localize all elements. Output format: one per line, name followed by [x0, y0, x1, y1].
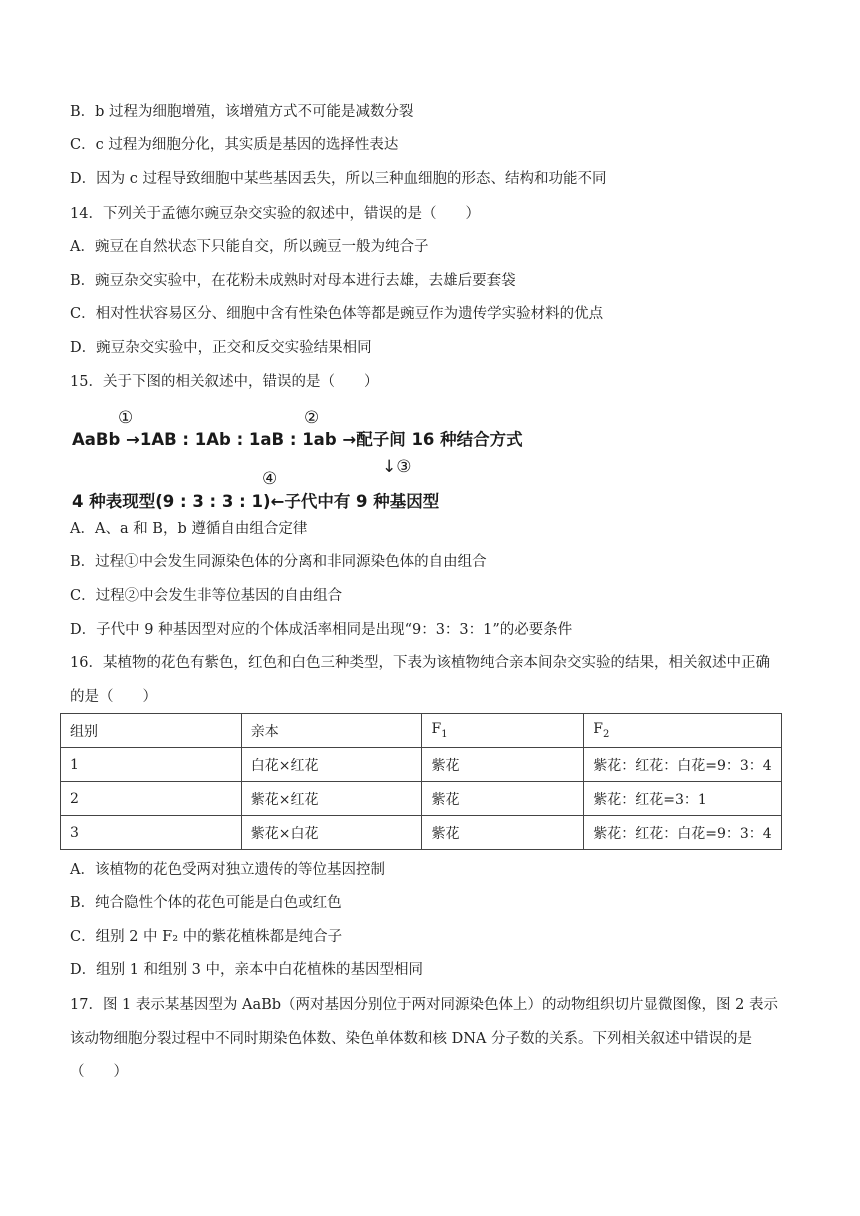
- q14-option-a: A．豌豆在自然状态下只能自交，所以豌豆一般为纯合子: [70, 239, 429, 255]
- cell-f2: 紫花：红花=3：1: [584, 782, 782, 816]
- table-row: [61, 816, 782, 850]
- diagram-row-1: AaBb →1AB : 1Ab : 1aB : 1ab →配子间 16 种结合方式: [72, 430, 523, 449]
- cell-parents: 紫花×白花: [241, 816, 422, 850]
- cell-group: 2: [61, 782, 242, 816]
- q14-stem: 14．下列关于孟德尔豌豆杂交实验的叙述中，错误的是（ ）: [70, 206, 480, 222]
- table-row: [61, 782, 782, 816]
- cross-results-table: [60, 713, 782, 850]
- q17-stem-line-2: 该动物细胞分裂过程中不同时期染色体数、染色单体数和核 DNA 分子数的关系。下列相关叙述中错误的是: [70, 1031, 752, 1047]
- q13-option-c: C．c 过程为细胞分化，其实质是基因的选择性表达: [70, 137, 399, 153]
- cell-parents: 白花×红花: [241, 748, 422, 782]
- header-f2: $F_2$: [584, 714, 782, 748]
- q17-stem-line-1: 17．图 1 表示某基因型为 AaBb（两对基因分别位于两对同源染色体上）的动物组织切片显微图像，图 2 表示: [70, 997, 778, 1013]
- header-parents: 亲本: [241, 714, 422, 748]
- q15-stem: 15．关于下图的相关叙述中，错误的是（ ）: [70, 374, 379, 390]
- cell-group: 1: [61, 748, 242, 782]
- q15-option-d: D．子代中 9 种基因型对应的个体成活率相同是出现“9：3：3：1”的必要条件: [70, 622, 573, 638]
- cell-f1: 紫花: [422, 748, 584, 782]
- cell-f1: 紫花: [422, 782, 584, 816]
- q16-option-a: A．该植物的花色受两对独立遗传的等位基因控制: [70, 862, 385, 878]
- genetics-flow-diagram: [72, 408, 532, 514]
- step-4-label: ④: [262, 469, 278, 489]
- cell-group: 3: [61, 816, 242, 850]
- step-1-label: ①: [118, 408, 134, 428]
- q14-option-c: C．相对性状容易区分、细胞中含有性染色体等都是豌豆作为遗传学实验材料的优点: [70, 306, 604, 322]
- table-row: [61, 748, 782, 782]
- q13-option-d: D．因为 c 过程导致细胞中某些基因丢失，所以三种血细胞的形态、结构和功能不同: [70, 171, 607, 187]
- header-group: 组别: [61, 714, 242, 748]
- step-2-label: ②: [304, 408, 320, 428]
- q15-option-c: C．过程②中会发生非等位基因的自由组合: [70, 588, 343, 604]
- q16-option-b: B．纯合隐性个体的花色可能是白色或红色: [70, 895, 342, 911]
- q17-stem-line-3: （ ）: [70, 1064, 128, 1080]
- cell-f2: 紫花：红花：白花=9：3：4: [584, 816, 782, 850]
- table-header-row: [61, 714, 782, 748]
- q15-option-a: A．A、a 和 B，b 遵循自由组合定律: [70, 521, 308, 537]
- cell-f2: 紫花：红花：白花=9：3：4: [584, 748, 782, 782]
- q16-option-c: C．组别 2 中 F₂ 中的紫花植株都是纯合子: [70, 929, 343, 945]
- q16-stem-line-2: 的是（ ）: [70, 689, 157, 705]
- header-f1: $F_1$: [422, 714, 584, 748]
- q16-option-d: D．组别 1 和组别 3 中，亲本中白花植株的基因型相同: [70, 962, 424, 978]
- cell-parents: 紫花×红花: [241, 782, 422, 816]
- diagram-row-2: 4 种表现型(9 : 3 : 3 : 1)←子代中有 9 种基因型: [72, 492, 440, 511]
- q16-stem-line-1: 16．某植物的花色有紫色，红色和白色三种类型，下表为该植物纯合亲本间杂交实验的结果，相关叙述中正确: [70, 655, 770, 671]
- cell-f1: 紫花: [422, 816, 584, 850]
- q14-option-d: D．豌豆杂交实验中，正交和反交实验结果相同: [70, 340, 372, 356]
- q15-option-b: B．过程①中会发生同源染色体的分离和非同源染色体的自由组合: [70, 554, 487, 570]
- step-3-label: ↓③: [382, 457, 412, 477]
- q13-option-b: B．b 过程为细胞增殖，该增殖方式不可能是减数分裂: [70, 104, 414, 120]
- q14-option-b: B．豌豆杂交实验中，在花粉未成熟时对母本进行去雄，去雄后要套袋: [70, 273, 516, 289]
